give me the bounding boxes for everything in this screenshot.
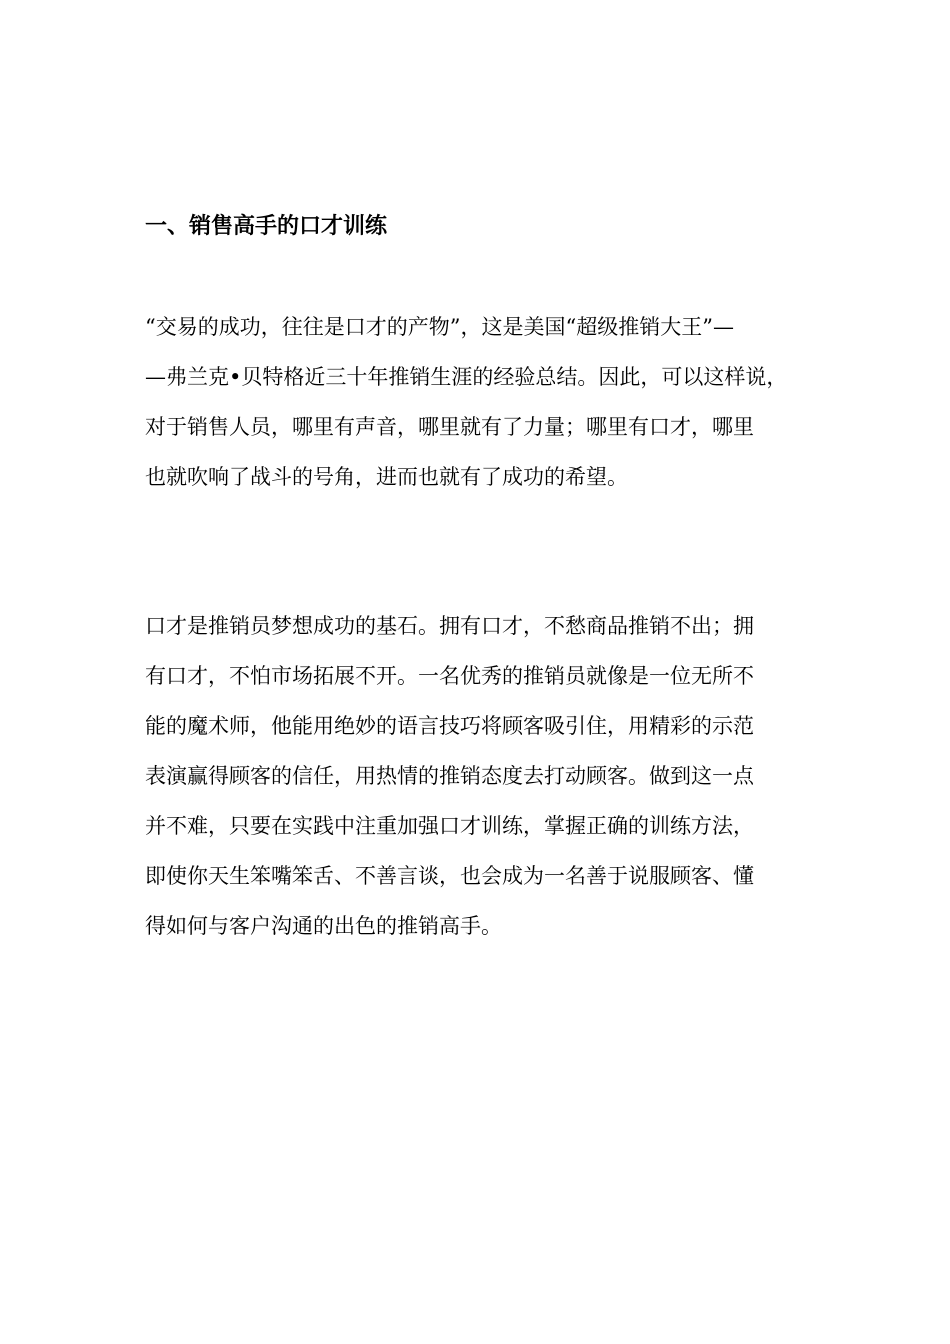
paragraph-1 <box>145 302 825 502</box>
section-heading: 一、销售高手的口才训练 <box>145 214 388 239</box>
paragraph-line: 即使你天生笨嘴笨舌、不善言谈，也会成为一名善于说服顾客、懂 <box>145 864 754 888</box>
paragraph-line: —弗兰克•贝特格近三十年推销生涯的经验总结。因此，可以这样说， <box>145 365 788 389</box>
paragraph-line: 并不难，只要在实践中注重加强口才训练，掌握正确的训练方法， <box>145 814 754 838</box>
paragraph-line: 表演赢得顾客的信任，用热情的推销态度去打动顾客。做到这一点 <box>145 764 754 788</box>
paragraph-line: 对于销售人员，哪里有声音，哪里就有了力量；哪里有口才，哪里 <box>145 415 754 439</box>
paragraph-line: 口才是推销员梦想成功的基石。拥有口才，不愁商品推销不出；拥 <box>145 614 754 638</box>
paragraph-line: “交易的成功，往往是口才的产物”，这是美国“超级推销大王”— <box>145 315 734 339</box>
paragraph-line: 也就吹响了战斗的号角，进而也就有了成功的希望。 <box>145 465 628 489</box>
paragraph-line: 有口才，不怕市场拓展不开。一名优秀的推销员就像是一位无所不 <box>145 664 754 688</box>
paragraph-line: 得如何与客户沟通的出色的推销高手。 <box>145 914 502 938</box>
paragraph-line: 能的魔术师，他能用绝妙的语言技巧将顾客吸引住，用精彩的示范 <box>145 714 754 738</box>
paragraph-2 <box>145 601 825 951</box>
